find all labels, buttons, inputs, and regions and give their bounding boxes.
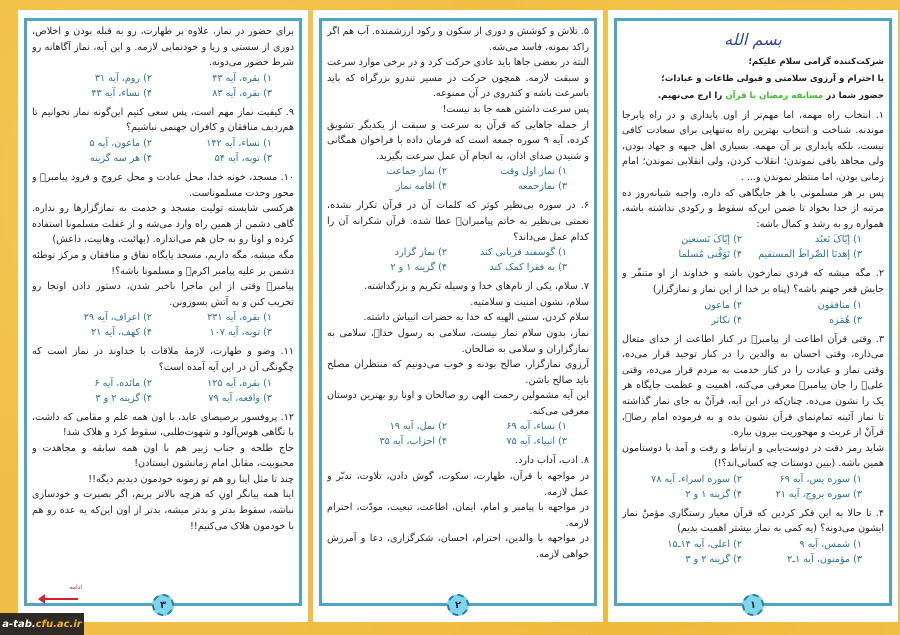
question-8-text-4: در مواجهه با والدین، احترام، احسان، شکرگزاری، دعا و آمرزش خواهی لازمه. — [327, 533, 589, 561]
question-12-text-4: اینا همه بیانگر اونِ که هرچه بالاتر بریم، اگر بصیرت و خودسازی نباشه، سقوط بدتر و بدتر میشه، بدتر از اون این‌که یه عده رو هم با خودمون هلاک می‌کنیم!! — [32, 489, 294, 532]
page-3 — [18, 10, 308, 622]
option: ۱) نساء، آیه ۱۴۲ — [206, 137, 272, 149]
option: ۴) احزاب، آیه ۳۵ — [379, 436, 447, 448]
option: ۱) بقره، آیه ۲۳۱ — [207, 312, 272, 324]
question-2-options — [622, 298, 884, 328]
option: ۳) نمازجمعه — [518, 181, 567, 193]
question-6-options — [327, 245, 589, 275]
question-3-options — [622, 472, 884, 502]
question-10-options — [32, 310, 294, 340]
question-5-text-3: پس سرعت داشتن همه جا بد نیست! — [442, 103, 589, 115]
question-7-text-5: آرزوی نمازگزار، صالح بودنه و خوب می‌دونیم که منتظران مصلح باید صالح باشن. — [327, 359, 589, 386]
option: ۱) بقره، آیه ۴۳ — [212, 72, 272, 84]
page-number: ۳ — [152, 594, 174, 616]
question-4-options — [622, 537, 884, 567]
option: ۱) گوسفند قربانی کند — [479, 247, 567, 259]
question-7-options — [327, 419, 589, 449]
question-12-text-2: حاج طلحه و جناب زبیر هم با اون همه سابقه و مجاهدت و محبوبیت، مقابل امام زمانشون ایستادن! — [32, 442, 294, 470]
question-8-text: ۸. ادب، آداب دارد. — [515, 455, 589, 467]
option: ۳) انبیاء، آیه ۷۵ — [506, 436, 567, 448]
question-10-text-4: پیامبرؐ وقتی از این ماجرا باخبر شدن، دستور دادن اونجا رو تخریب کنن و به آتش بسوزونن. — [32, 281, 294, 308]
option: ۴) تکاثر — [711, 314, 742, 326]
option: ۴) کهف، آیه ۲۱ — [91, 327, 152, 339]
option: ۱) بقره، آیه ۱۲۵ — [207, 377, 272, 389]
question-8-text-2: در مواجهه با قرآن، طهارت، سکوت، گوش دادن، تلاوت، تدبّر و عمل لازمه. — [327, 471, 589, 498]
question-7-text-4: نماز، بدون سلام نماز نیست، سلامی به رسول خداؐ، سلامی به نمازگزاران و سلامی به صالحان. — [327, 327, 589, 355]
option: ۳) مؤمنون، آیه ۱ـ۲ — [787, 554, 862, 566]
option: ۲) ماعون — [704, 299, 742, 311]
option: ۱) منافقون — [817, 299, 862, 311]
option: ۲) نماز گزارد — [394, 247, 447, 259]
question-8-text-3: در مواجهه با پیامبر و امام، ایمان، اطاعت، تبعیت، مودّت، احترام لازمه. — [327, 502, 589, 529]
greeting-line-3 — [622, 88, 884, 105]
option: ۱) سوره یس، آیه ۶۹ — [779, 473, 862, 485]
page-number: ۲ — [447, 594, 469, 616]
option: ۲) نمل، آیه ۱۹ — [389, 421, 447, 433]
option: ۴) گزینه ۱ و ۲ — [685, 488, 742, 500]
watermark-prefix: a-tab. — [2, 618, 36, 630]
question-3-text: ۳. وقتی قرآن اطاعت از پیامبرؐ در کنار اطاعت از خدای متعال می‌ذاره، وقتی احسان به والدین را در کنار توحید قرار می‌ده، وقتی نماز و عبادت را در کنار خدمت به مردم قرار می‌ده، وقتی علیؑ را جان پیامبرؐ معرفی می‌کنه، اهمیت و عظمت جایگاه هر یک را نشون می‌ده. چنان‌که در این آیه، قرآنْ به جای نماز گذاشته تا نماز آئینه تمام‌نمای قرآن نشون بده و به فرموده امام رضاؑ، قرآنْ از غربت و مهجوریت بیرون بیاره. — [622, 333, 884, 439]
option: ۴) گزینه ۱ و ۲ — [390, 262, 447, 274]
option: ۱) نماز اول وقت — [500, 166, 567, 178]
question-4-text: ۴. تا حالا به این فکر کردین که قرآن معیار رستگاری مؤمنْ نماز ایشون می‌دونه؟ (یه کمی به نماز بیشتر اهمیت بدیم) — [622, 507, 884, 535]
continue-link[interactable] — [40, 584, 82, 602]
question-11-options — [32, 376, 294, 406]
continue-label: ادامه — [69, 584, 82, 591]
question-1-text: ۱. انتخاب راه مهمه، اما مهم‌تر از اون پایداری و در راه پابرجا موندنه. شناخت و انتخاب بهترین راه به‌تنهایی برای سعادت کافی نیست، بلکه پایداری بر آن مهمه. بسیاری اهل جبهه و جهاد بودن، ولی مجاهد باقی نموندن؛ انقلاب کردن، ولی انقلابی نموندن؛ امام زمانی بودن، اما منتظر نموندن و... . — [622, 109, 884, 183]
question-5-text-2: البته در بعضی جاها باید عادی حرکت کرد و در برخی موارد سرعت و سبقت لازمه. همچون حرکت در مسیر تندرو بزرگراه که باید باسرعت باشه و کندروی در آن ممنوعه. — [327, 57, 589, 100]
question-7-text: ۷. سلام، یکی از نام‌های خدا و وسیله تکریم و بزرگداشته. — [364, 281, 589, 293]
option: ۴) هر سه گزینه — [89, 152, 152, 164]
watermark — [0, 613, 84, 635]
question-3-text-2: شاید رمز دقت در دوست‌یابی و ارتباط و رفت و آمد با دوستامون همین باشه. (ببین دوستات چه کسانی‌اند؟!) — [622, 442, 884, 470]
page-2 — [313, 10, 603, 622]
question-1-options — [622, 232, 884, 262]
option: ۱) إیّاکَ نَعبُد — [814, 234, 862, 246]
arrow-left-icon — [40, 598, 78, 600]
option: ۲) نماز جماعت — [386, 166, 447, 178]
greeting-line-1: شرکت‌کننده گرامی سلام علیکم؛ — [748, 56, 884, 67]
option: ۱) نساء، آیه ۶۹ — [506, 421, 567, 433]
option: ۳) سوره بروج، آیه ۲۱ — [775, 488, 862, 500]
question-6-text: ۶. در سوره بی‌نظیر کوثر که کلمات آن در قرآن تکرار نشده، نعمتی بی‌نظیر به خاتم پیامبرانؐ عطا شده. قرآن شکرانه آن را کدام عمل می‌داند؟ — [327, 200, 589, 243]
greeting-pre: حضور شما در — [826, 90, 884, 101]
option: ۲) روم، آیه ۳۱ — [94, 72, 152, 84]
question-8-options — [32, 71, 294, 101]
option: ۳) إهدنَا الصِّراطَ المستقیم — [758, 249, 862, 261]
greeting-line-2: با احترام و آرزوی سلامتی و قبولی طاعات و عبادات؛ — [661, 73, 884, 84]
option: ۴) گزینه ۲ و ۳ — [685, 554, 742, 566]
question-2-text: ۲. مگه میشه که فردی نمازخون باشه و خداوند از او متنفّر و جایش قعر جهنم باشه؟ (پناه بر خدا از این نماز و نمازگزار) — [622, 268, 884, 295]
question-9-text: ۹. کیفیت نماز مهم است، پس سعی کنیم این‌گونه نماز نخوانیم تا هم‌ردیف منافقان و کافران جهنمی نباشیم؟ — [32, 106, 294, 134]
option: ۳) واقعه، آیه ۷۹ — [208, 392, 272, 404]
contest-name-highlight: مسابقه رمضان با قرآن — [725, 90, 824, 101]
question-7-text-2: سلام، نشون امنیت و سلامتیه. — [470, 296, 589, 308]
question-10-text: ۱۰. مسجد، خونه خدا، محل عبادت و محل عروج و فرود پیامبرؐ و محور وحدت مسلموناست. — [32, 171, 294, 199]
option: ۲) ماعون، آیه ۵ — [89, 137, 152, 149]
option: ۳) بقره، آیه ۸۳ — [212, 87, 272, 99]
option: ۴) اقامه نماز — [395, 181, 447, 193]
option: ۳) به فقرا کمک کند — [489, 262, 567, 274]
question-9-options — [32, 136, 294, 166]
question-5-text: ۵. تلاش و کوشش و دوری از سکون و رکود ارزشمنده. آب هم اگر راکد بمونه، فاسد می‌شه. — [327, 26, 589, 53]
page-number: ۱ — [742, 594, 764, 616]
option: ۳) توبه، آیه ۵۴ — [214, 152, 272, 164]
question-11-text: ۱۱. وضو و طهارت، لازمهٔ ملاقات با خداوند در نماز است که چگونگی آن در این آیه آمده است؟ — [32, 346, 294, 373]
option: ۲) مائده، آیه ۶ — [94, 377, 152, 389]
option: ۱) شمس، آیه ۹ — [799, 539, 862, 551]
bismillah-logo: بسم الله — [724, 30, 782, 49]
watermark-domain: cfu.ac.ir — [35, 618, 82, 630]
option: ۴) تَوَفَّنی مُسلما — [678, 249, 742, 261]
page-1 — [608, 10, 898, 622]
option: ۳) هُمَزه — [829, 314, 862, 326]
question-5-options — [327, 164, 589, 194]
question-10-text-2: هرکسی شایسته تولیت مسجد و خدمت به نمازگزارها رو نداره. گاهی دشمن از همین راه وارد می‌شه و از غفلت مسلمونا استفاده کرده و اونا رو به جان هم می‌اندازه. (بهائیت، وهابیت، داعش) — [32, 203, 294, 246]
option: ۲) إیّاکَ نَستعین — [681, 234, 742, 246]
option: ۲) اعلی، آیه ۱۴ـ۱۵ — [667, 539, 742, 551]
option: ۴) نساء، آیه ۴۳ — [91, 87, 152, 99]
question-7-text-6: این آیه مشمولین رحمت الهی رو صالحان و اونا رو بهترین دوستان معرفی می‌کنه. — [327, 390, 589, 417]
option: ۴) گزینه ۲ و ۳ — [95, 392, 152, 404]
option: ۲) اعراف، آیه ۲۹ — [83, 312, 152, 324]
option: ۳) توبه، آیه ۱۰۷ — [209, 327, 272, 339]
option: ۲) سوره اسراء، آیه ۷۸ — [651, 473, 742, 485]
question-5-text-4: از جمله جاهایی که قرآن به سرعت و سبقت از یکدیگر تشویق کرده، آیه ۹ سوره جمعه است که فرمان داده با فراخوان همگانی و شنیدن صدای اذان، به انجام آن عمل سرعت بگیرید. — [327, 119, 589, 162]
question-1-text-2: پس بر هر مسلمونی با هر جایگاهی که داره، واجبه شبانه‌روز ده مرتبه از خدا بخواد تا ضمن این‌که سقوط و رکودی نداشته باشه، همواره رو به رشد و کمال باشه: — [622, 187, 884, 230]
question-8-continued-text: برای حضور در نماز، علاوه بر طهارت، رو به قبله بودن و اخلاص، دوری از سستی و ریا و خودنمایی لازمه. و این آیه، نماز آگاهانه رو شرط حضور می‌دونه. — [32, 26, 294, 69]
greeting-post: را ارج می‌نهیم. — [657, 90, 723, 101]
question-10-text-3: مگه میشه، مگه داریم، مسجد پایگاه نفاق و منافقان و مرکز توطئه دشمن بر علیه پیامبر اکرمؐ و مسلمونا باشه؟! — [32, 249, 294, 277]
question-12-text-3: چند تا مثل اینا رو هم تو زمونه خودمون دیدیم دیگه!! — [88, 473, 294, 485]
question-7-text-3: سلام کردن، سنتی الهیه که خدا به حضرات انبیاش داشته. — [363, 312, 589, 324]
question-12-text: ۱۲. پروفسور برصیصای عابد، با اون همه علم و مقامی که داشت، با نگاهی هوس‌آلود و شهوت‌طلبی، سقوط کرد و هلاک شد! — [32, 411, 294, 439]
